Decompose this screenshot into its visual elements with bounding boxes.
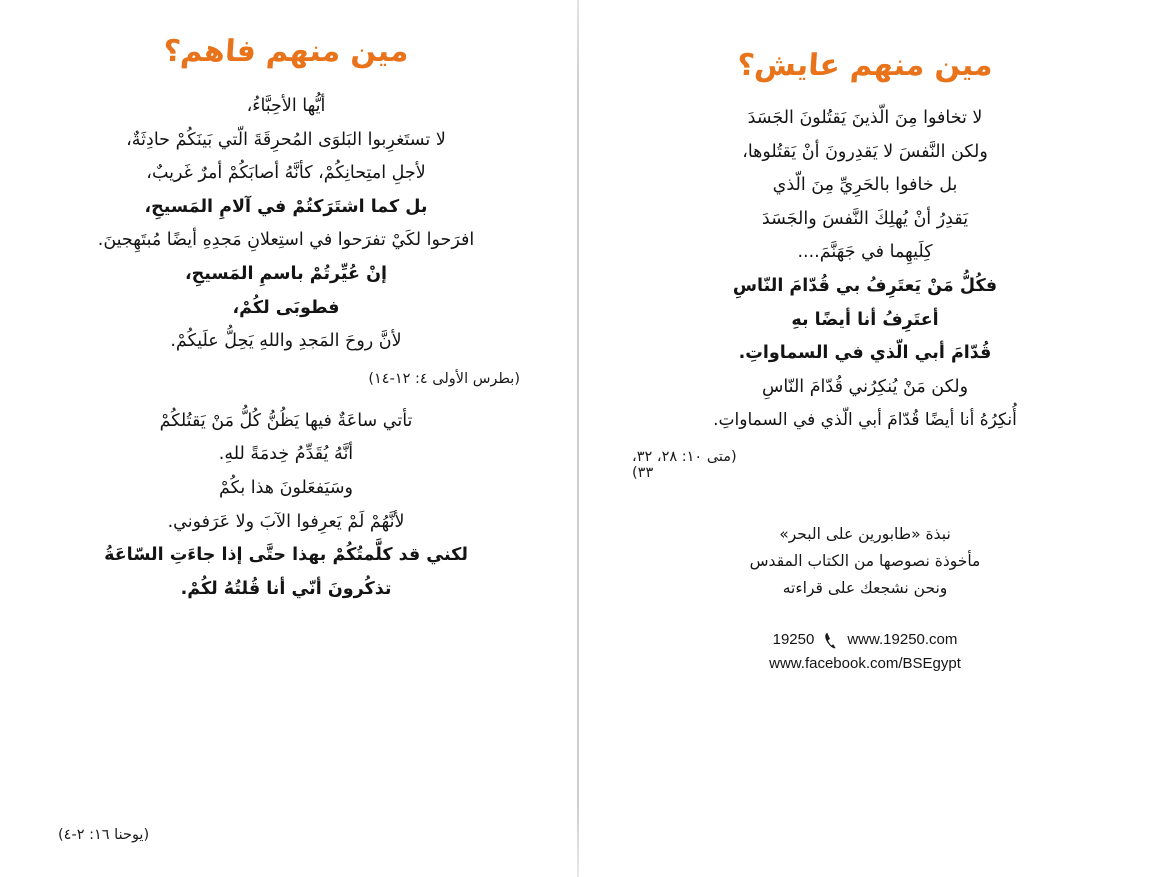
publisher-note-line: نبذة «طابورين على البحر» xyxy=(779,524,951,543)
phone-icon xyxy=(824,632,837,649)
verse-line: أنَّهُ يُقَدِّمُ خِدمَةً للهِ. xyxy=(218,444,354,465)
verse-line: تأتي ساعَةٌ فيها يَظُنُّ كُلُّ مَنْ يَقتُلكُمْ xyxy=(159,410,413,431)
verse-line: يَقدِرُ أنْ يُهلِكَ النَّفسَ والجَسَدَ xyxy=(761,208,969,229)
verse-line: إنْ عُيِّرتُمْ باسمِ المَسيحِ، xyxy=(184,263,388,284)
verse-line: بل خافوا بالحَرِيِّ مِنَ الّذي xyxy=(772,175,958,196)
scripture-reference-2: (يوحنا ١٦: ٢-٤) xyxy=(58,827,150,843)
verse-line: لأجلِ امتِحانِكُمْ، كأنَّهُ أصابَكُمْ أمرٌ غَريبٌ، xyxy=(146,163,426,184)
right-passage-1 xyxy=(46,90,526,359)
website-url[interactable]: www.19250.com xyxy=(847,631,958,649)
verse-line: فطوبَى لكُمْ، xyxy=(232,297,340,318)
verse-line: وسَيَفعَلونَ هذا بكُمْ xyxy=(219,477,353,498)
left-passage xyxy=(628,102,1102,437)
publisher-note-line: ونحن نشجعك على قراءته xyxy=(782,579,948,598)
verse-line: لا تخافوا مِنَ الّذينَ يَقتُلونَ الجَسَدَ xyxy=(747,108,983,128)
verse-line: أيُّها الأحِبَّاءُ، xyxy=(246,96,326,116)
verse-line: افرَحوا لكَيْ تفرَحوا في استِعلانِ مَجدِهِ أيضًا مُبتَهِجينَ. xyxy=(97,230,475,251)
publisher-note xyxy=(628,521,1102,602)
verse-line: فكُلُّ مَنْ يَعتَرِفُ بي قُدّامَ النّاسِ xyxy=(732,275,998,296)
verse-line: قُدّامَ أبي الّذي في السماواتِ. xyxy=(738,343,992,364)
verse-line: لكني قد كلَّمتُكُمْ بهذا حتَّى إذا جاءَتِ السّاعَةُ xyxy=(104,545,468,566)
verse-line: تذكُرونَ أنّي أنا قُلتُهُ لكُمْ. xyxy=(180,578,392,599)
verse-line: كِلَيهِما في جَهَنَّمَ.... xyxy=(797,242,933,263)
right-passage-2 xyxy=(46,405,526,607)
contact-row-primary xyxy=(628,628,1102,652)
publisher-note-line: مأخوذة نصوصها من الكتاب المقدس xyxy=(749,552,981,571)
spacer xyxy=(46,387,526,405)
verse-line: لا تستَغرِبوا البَلوَى المُحرِقَةَ الّتي بَينَكُمْ حادِثَةٌ، xyxy=(126,129,446,150)
right-page-title: مين منهم فاهم؟ xyxy=(162,34,411,69)
verse-line: ولكن مَنْ يُنكِرُني قُدّامَ النّاسِ xyxy=(761,376,969,397)
scripture-reference xyxy=(632,449,1102,481)
verse-line: بل كما اشتَرَكتُمْ في آلامِ المَسيحِ، xyxy=(144,196,428,217)
verse-line: أُنكِرُهُ أنا أيضًا قُدّامَ أبي الّذي في السماواتِ. xyxy=(713,410,1017,431)
verse-line: ولكن النَّفسَ لا يَقدِرونَ أنْ يَقتُلوها، xyxy=(742,141,988,162)
facebook-url[interactable]: www.facebook.com/BSEgypt xyxy=(769,655,961,673)
verse-line: لأنَّ روحَ المَجدِ واللهِ يَحِلُّ علَيكُمْ. xyxy=(170,331,402,352)
verse-line: لأنَّهُمْ لَمْ يَعرِفوا الآبَ ولا عَرَفوني. xyxy=(167,511,405,532)
scripture-reference-line-2: ٣٣) xyxy=(632,464,654,481)
scripture-reference-1: (بطرس الأولى ٤: ١٢-١٤) xyxy=(368,370,520,387)
scripture-reference-line-1: (متى ١٠: ٢٨، ٣٢، xyxy=(632,448,737,465)
contact-block xyxy=(628,628,1102,676)
left-page-title: مين منهم عايش؟ xyxy=(735,48,995,83)
phone-number: 19250 xyxy=(772,631,815,649)
verse-line: أعتَرِفُ أنا أيضًا بهِ xyxy=(791,309,939,330)
left-page xyxy=(578,0,1156,877)
